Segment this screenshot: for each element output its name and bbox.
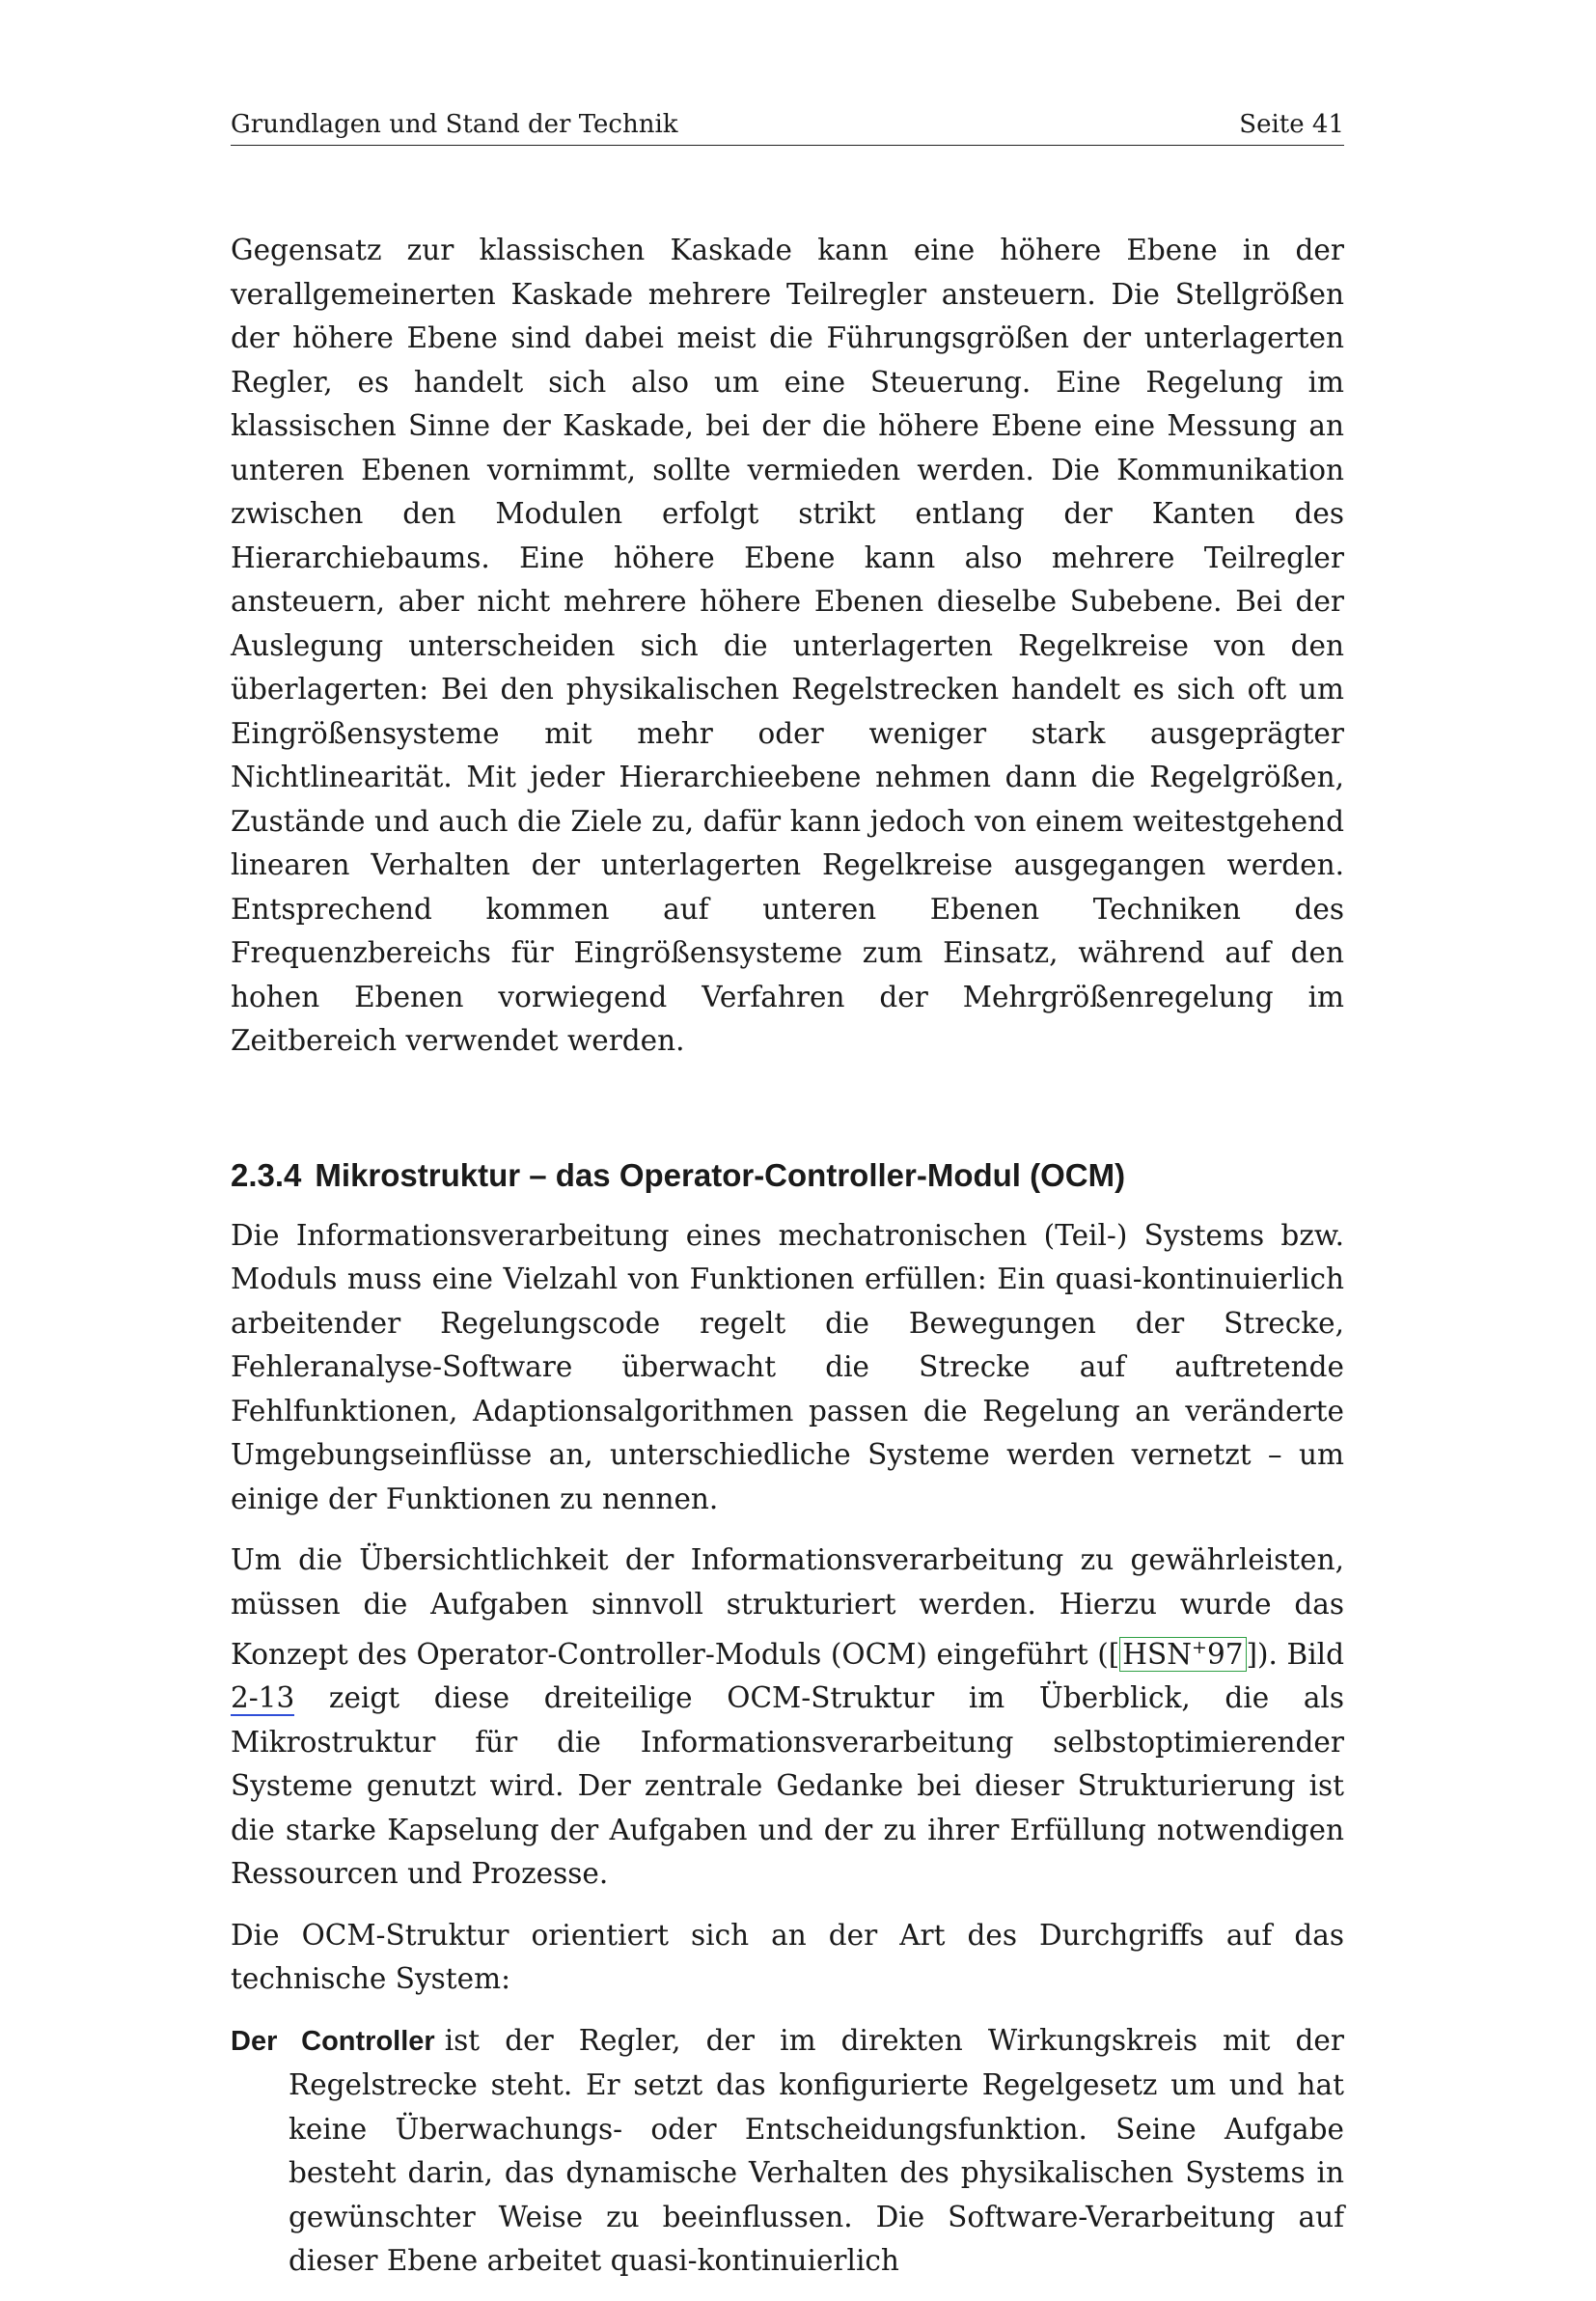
paragraph-ocm-structure: Die OCM-Struktur orientiert sich an der Art des Durchgriffs auf das technische System: — [231, 1918, 1344, 1996]
citation-link[interactable] — [1119, 1637, 1246, 1672]
citation-superscript: + — [1192, 1637, 1207, 1658]
header-page-number: Seite 41 — [1239, 110, 1344, 139]
section-number: 2.3.4 — [231, 1156, 302, 1193]
paragraph-cascade: Gegensatz zur klassischen Kaskade kann eine höhere Ebene in der verallgemeinerten Kaskade mehrere Teilregler ansteuern. Die Stellgrößen der höhere Ebene sind dabei meist die Führungsgrößen der unterlagerten Regler, es handelt sich also um eine Steuerung. Eine Regelung im klassischen Sinne der Kaskade, bei der die höhere Ebene eine Messung an unteren Ebenen vornimmt, sollte vermieden werden. Die Kommunikation zwischen den Modulen erfolgt strikt entlang der Kanten des Hierarchiebaums. Eine höhere Ebene kann also mehrere Teilregler ansteuern, aber nicht mehrere höhere Ebenen dieselbe Subebene. Bei der Auslegung unterscheiden sich die unterlagerten Regelkreise von den überlagerten: Bei den physikalischen Regelstrecken handelt es sich oft um Eingrößensysteme mit mehr oder weniger stark ausgeprägter Nichtlinearität. Mit jeder Hierarchieebene nehmen dann die Regelgrößen, Zustände und auch die Ziele zu, dafür kann jedoch von einem weitestgehend linearen Verhalten der unterlagerten Regelkreise ausgegangen werden. Entsprechend kommen auf unteren Ebenen Techniken des Frequenzbereichs für Eingrößensysteme zum Einsatz, während auf den hohen Ebenen vorwiegend Verfahren der Mehrgrößenregelung im Zeitbereich verwendet werden. — [231, 234, 1344, 1057]
definition-term: Der Controller — [231, 2025, 435, 2057]
definition-text: ist der Regler, der im direkten Wirkungskreis mit der Regelstrecke steht. Er setzt das konfigurierte Regelgesetz um und hat keine Überwachungs- oder Entscheidungsfunktion. Seine Aufgabe besteht darin, das dynamische Verhalten des physikalischen Systems in gewünschter Weise zu beeinflussen. Die Software-Verarbeitung auf dieser Ebene arbeitet quasi-kontinuierlich — [289, 2023, 1344, 2278]
definition-list — [231, 2019, 1344, 2284]
header-chapter-title: Grundlagen und Stand der Technik — [231, 110, 678, 139]
section-heading — [231, 1156, 1344, 1195]
figure-reference-link[interactable]: 2-13 — [231, 1681, 295, 1715]
citation-year: 97 — [1206, 1637, 1244, 1671]
paragraph-ocm-text-1: Um die Übersichtlichkeit der Informationsverarbeitung zu gewährleisten, müssen die Aufgaben sinnvoll strukturiert werden. Hierzu wurde das Konzept des Operator-Controller-Moduls (OCM) eingeführt ([ — [231, 1543, 1344, 1671]
paragraph-information-processing: Die Informationsverarbeitung eines mechatronischen (Teil-) Systems bzw. Moduls muss eine Vielzahl von Funktionen erfüllen: Ein quasi-kontinuierlich arbeitender Regelungscode regelt die Bewegungen der Strecke, Fehleranalyse-Software überwacht die Strecke auf auftretende Fehlfunktionen, Adaptionsalgorithmen passen die Regelung an veränderte Umgebungseinflüsse an, unterschiedliche Systeme werden vernetzt – um einige der Funktionen zu nennen. — [231, 1218, 1344, 1515]
body-text — [231, 229, 1344, 2301]
paragraph-ocm-text-2: ]). Bild — [1246, 1637, 1344, 1671]
citation-authors: HSN — [1122, 1637, 1193, 1671]
paragraph-ocm-concept — [231, 1539, 1344, 1897]
running-header — [231, 106, 1344, 146]
paragraph-ocm-text-3: zeigt diese dreiteilige OCM-Struktur im Überblick, die als Mikrostruktur für die Informationsverarbeitung selbstoptimierender Systeme genutzt wird. Der zentrale Gedanke bei dieser Strukturierung ist die starke Kapselung der Aufgaben und der zu ihrer Erfüllung notwendigen Ressourcen und Prozesse. — [231, 1681, 1344, 1891]
definition-item-controller — [231, 2019, 1344, 2284]
section-title: Mikrostruktur – das Operator-Controller-Modul (OCM) — [315, 1156, 1126, 1193]
